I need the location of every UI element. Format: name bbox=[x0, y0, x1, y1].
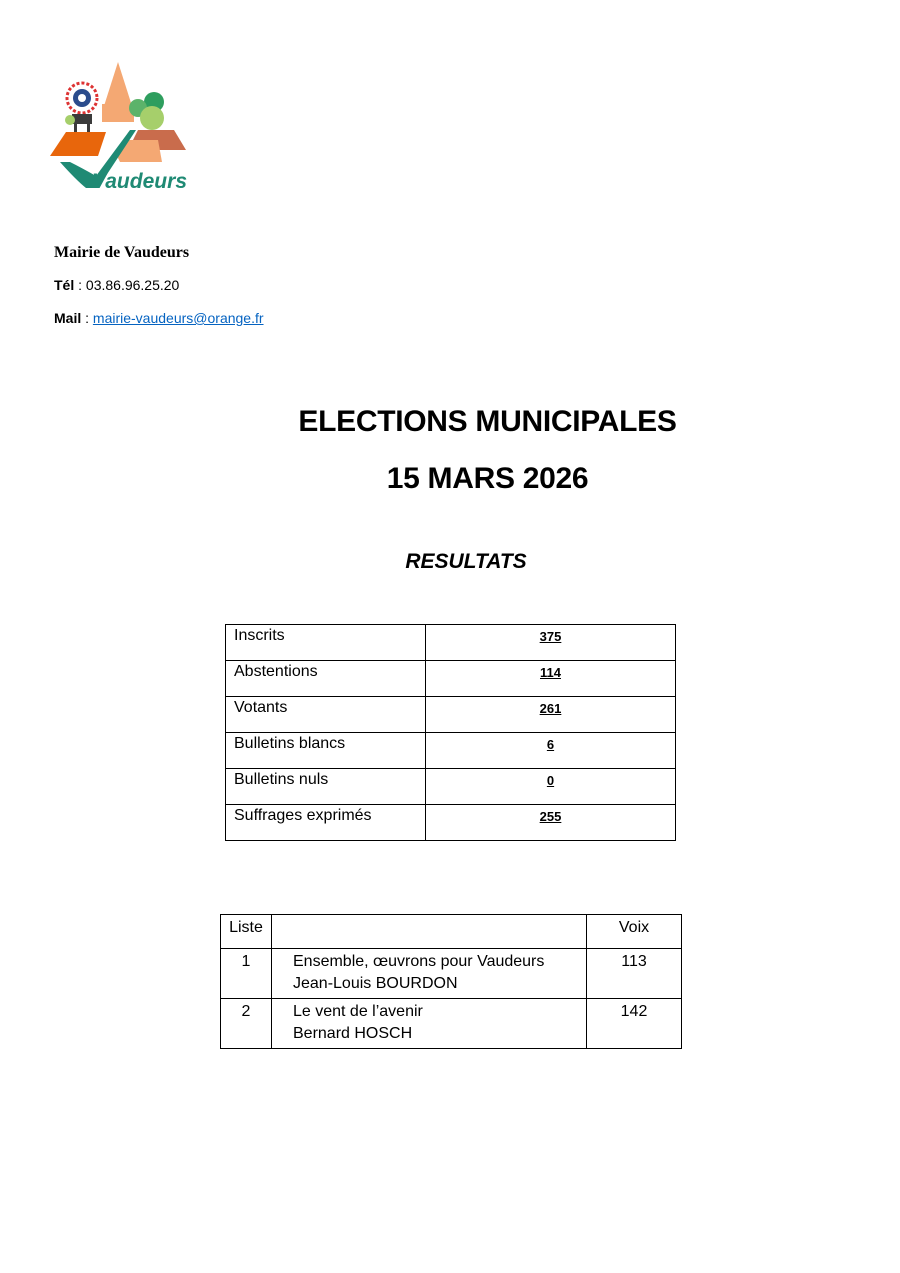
stat-label: Inscrits bbox=[226, 625, 426, 661]
org-name: Mairie de Vaudeurs bbox=[54, 244, 190, 261]
phone-line bbox=[54, 277, 179, 293]
stat-value: 0 bbox=[426, 769, 676, 805]
candidate-lists-table bbox=[220, 914, 682, 1049]
list-number: 2 bbox=[221, 999, 272, 1049]
table-row bbox=[226, 697, 676, 733]
table-header-row bbox=[221, 915, 682, 949]
table-row bbox=[226, 661, 676, 697]
stat-value: 6 bbox=[426, 733, 676, 769]
list-leader: Bernard HOSCH bbox=[293, 1025, 413, 1042]
election-date: 15 MARS 2026 bbox=[386, 462, 589, 495]
list-votes: 142 bbox=[587, 999, 682, 1049]
logo-tree-light bbox=[140, 106, 164, 130]
table-row bbox=[226, 805, 676, 841]
stat-value: 114 bbox=[426, 661, 676, 697]
table-row bbox=[226, 625, 676, 661]
stat-value: 261 bbox=[426, 697, 676, 733]
stat-label: Suffrages exprimés bbox=[226, 805, 426, 841]
page-title: ELECTIONS MUNICIPALES bbox=[298, 405, 677, 438]
list-name-cell bbox=[272, 949, 587, 999]
email-link[interactable]: mairie-vaudeurs@orange.fr bbox=[92, 310, 264, 326]
votes-header: Voix bbox=[587, 915, 682, 949]
stat-label: Votants bbox=[226, 697, 426, 733]
list-leader: Jean-Louis BOURDON bbox=[293, 975, 458, 992]
logo-seal bbox=[65, 83, 97, 134]
list-name-cell bbox=[272, 999, 587, 1049]
list-name-header bbox=[272, 915, 587, 949]
email-separator: : bbox=[81, 310, 93, 326]
stat-label: Abstentions bbox=[226, 661, 426, 697]
list-votes: 113 bbox=[587, 949, 682, 999]
table-row bbox=[226, 733, 676, 769]
phone-value: : 03.86.96.25.20 bbox=[74, 277, 180, 293]
logo-wordmark: Vaudeurs bbox=[92, 170, 187, 193]
list-number-header: Liste bbox=[221, 915, 272, 949]
results-heading: RESULTATS bbox=[405, 550, 527, 573]
vaudeurs-logo bbox=[46, 58, 191, 198]
list-name: Ensemble, œuvrons pour Vaudeurs bbox=[293, 953, 545, 970]
logo-steeple bbox=[104, 62, 132, 106]
results-summary-table bbox=[225, 624, 676, 841]
list-number: 1 bbox=[221, 949, 272, 999]
email-label: Mail bbox=[54, 310, 82, 326]
email-line bbox=[54, 310, 264, 326]
table-row bbox=[221, 999, 682, 1049]
phone-label: Tél bbox=[54, 277, 75, 293]
list-name: Le vent de l’avenir bbox=[293, 1003, 423, 1020]
stat-value: 255 bbox=[426, 805, 676, 841]
table-row bbox=[221, 949, 682, 999]
stat-label: Bulletins nuls bbox=[226, 769, 426, 805]
stat-value: 375 bbox=[426, 625, 676, 661]
table-row bbox=[226, 769, 676, 805]
logo-house-left bbox=[50, 132, 106, 156]
stat-label: Bulletins blancs bbox=[226, 733, 426, 769]
